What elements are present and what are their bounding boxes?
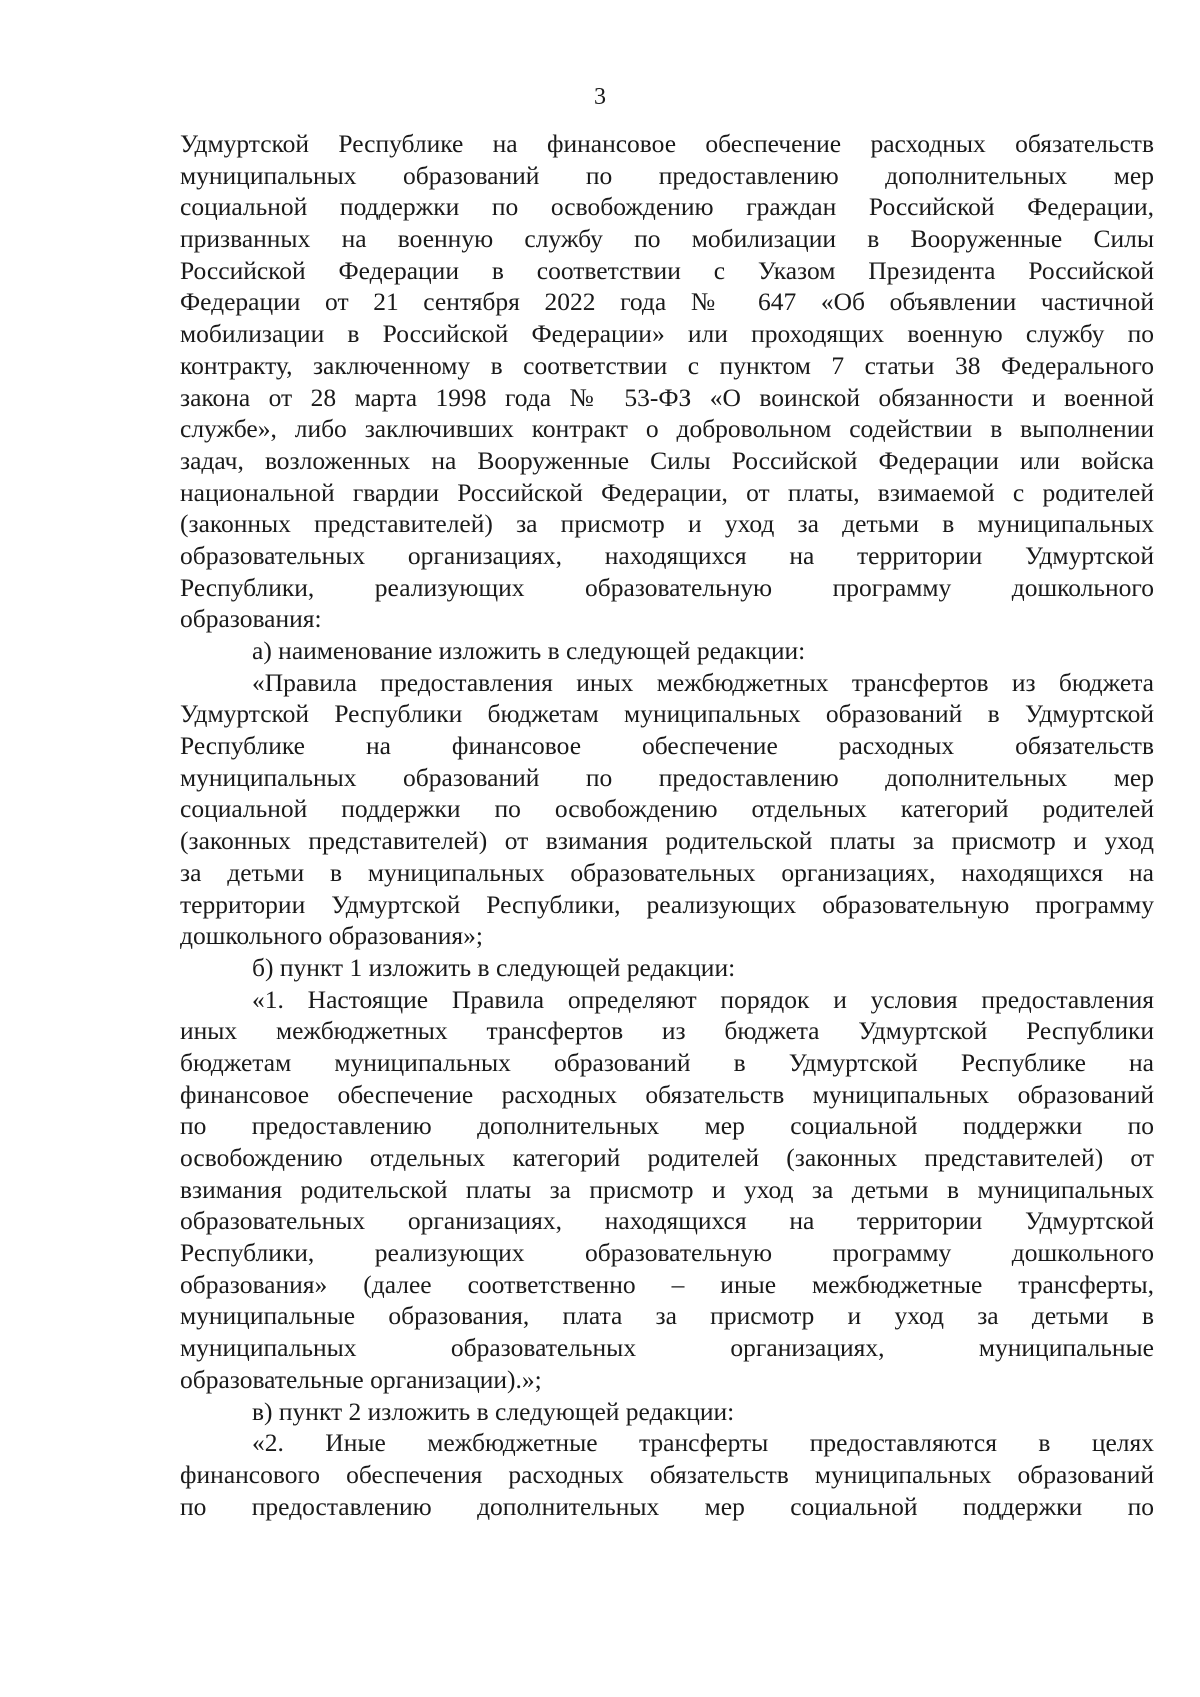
text-line: иных межбюджетных трансфертов из бюджета Удмуртской Республики	[180, 1016, 1154, 1046]
text-line: территории Удмуртской Республики, реализующих образовательную программу	[180, 889, 1154, 919]
text-line: бюджетам муниципальных образований в Удмуртской Республике на	[180, 1047, 1154, 1077]
text-line: дошкольного образования»;	[180, 921, 483, 951]
text-line: Республики, реализующих образовательную программу дошкольного	[180, 1238, 1154, 1268]
text-line: взимания родительской платы за присмотр и уход за детьми в муниципальных	[180, 1174, 1154, 1204]
page-number: 3	[594, 84, 606, 110]
text-line: образования» (далее соответственно – иные межбюджетные трансферты,	[180, 1269, 1154, 1299]
text-line: (законных представителей) за присмотр и уход за детьми в муниципальных	[180, 509, 1154, 539]
text-line: образовательные организации).»;	[180, 1364, 542, 1394]
text-line: Республики, реализующих образовательную программу дошкольного	[180, 572, 1154, 602]
text-line: социальной поддержки по освобождению отдельных категорий родителей	[180, 794, 1154, 824]
text-line: финансового обеспечения расходных обязательств муниципальных образований	[180, 1459, 1154, 1489]
text-line: в) пункт 2 изложить в следующей редакции:	[252, 1396, 735, 1426]
text-line: по предоставлению дополнительных мер социальной поддержки по	[180, 1491, 1154, 1521]
text-line: «Правила предоставления иных межбюджетных трансфертов из бюджета	[252, 667, 1154, 697]
document-body	[180, 128, 1154, 1522]
text-line: призванных на военную службу по мобилизации в Вооруженные Силы	[180, 224, 1154, 254]
text-line: Федерации от 21 сентября 2022 года № 647 «Об объявлении частичной	[180, 287, 1154, 317]
text-line: «1. Настоящие Правила определяют порядок и условия предоставления	[252, 984, 1154, 1014]
text-line: за детьми в муниципальных образовательных организациях, находящихся на	[180, 857, 1154, 887]
text-line: мобилизации в Российской Федерации» или проходящих военную службу по	[180, 319, 1154, 349]
text-line: освобождению отдельных категорий родителей (законных представителей) от	[180, 1143, 1154, 1172]
text-line: службе», либо заключивших контракт о добровольном содействии в выполнении	[180, 414, 1154, 444]
text-line: закона от 28 марта 1998 года № 53-ФЗ «О воинской обязанности и военной	[180, 382, 1154, 412]
text-line: б) пункт 1 изложить в следующей редакции:	[252, 952, 736, 982]
text-line: Удмуртской Республике на финансовое обеспечение расходных обязательств	[180, 129, 1154, 158]
text-line: (законных представителей) от взимания родительской платы за присмотр и уход	[180, 826, 1154, 856]
text-line: муниципальных образований по предоставлению дополнительных мер	[180, 160, 1154, 190]
text-line: задач, возложенных на Вооруженные Силы Российской Федерации или войска	[180, 445, 1154, 475]
text-line: национальной гвардии Российской Федерации, от платы, взимаемой с родителей	[180, 477, 1154, 507]
text-line: образовательных организациях, находящихся на территории Удмуртской	[180, 540, 1154, 570]
text-line: муниципальные образования, плата за присмотр и уход за детьми в	[180, 1301, 1154, 1331]
text-line: а) наименование изложить в следующей редакции:	[252, 636, 806, 665]
text-line: муниципальных образовательных организациях, муниципальные	[180, 1333, 1154, 1363]
text-line: образования:	[180, 604, 322, 634]
text-line: образовательных организациях, находящихся на территории Удмуртской	[180, 1206, 1154, 1236]
text-line: Российской Федерации в соответствии с Указом Президента Российской	[180, 255, 1154, 285]
text-line: Удмуртской Республики бюджетам муниципальных образований в Удмуртской	[180, 699, 1154, 729]
text-line: социальной поддержки по освобождению граждан Российской Федерации,	[180, 192, 1154, 222]
text-line: финансовое обеспечение расходных обязательств муниципальных образований	[180, 1079, 1154, 1109]
text-line: контракту, заключенному в соответствии с пунктом 7 статьи 38 Федерального	[180, 350, 1154, 380]
text-line: по предоставлению дополнительных мер социальной поддержки по	[180, 1111, 1154, 1141]
text-line: муниципальных образований по предоставлению дополнительных мер	[180, 762, 1154, 792]
text-line: «2. Иные межбюджетные трансферты предоставляются в целях	[252, 1428, 1154, 1458]
text-line: Республике на финансовое обеспечение расходных обязательств	[180, 731, 1154, 761]
